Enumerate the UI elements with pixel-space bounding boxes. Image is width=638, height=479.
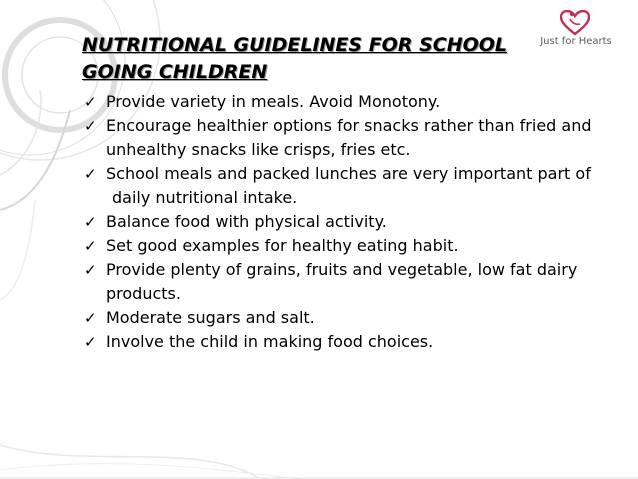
list-item <box>82 306 622 330</box>
list-item <box>82 330 622 354</box>
bullet-text: Balance food with physical activity. <box>106 212 387 231</box>
checkmark-icon: ✓ <box>84 117 97 135</box>
checkmark-icon: ✓ <box>84 213 97 231</box>
list-item <box>82 234 622 258</box>
checkmark-icon: ✓ <box>84 165 97 183</box>
list-item <box>82 162 622 186</box>
list-item <box>82 90 622 114</box>
list-item <box>82 210 622 234</box>
bullet-text: Provide plenty of grains, fruits and vegetable, low fat dairy products. <box>106 260 578 303</box>
checkmark-icon: ✓ <box>84 309 97 327</box>
list-item <box>82 114 622 162</box>
list-item <box>82 258 622 306</box>
slide-title <box>82 32 542 86</box>
checkmark-icon: ✓ <box>84 261 97 279</box>
heart-icon <box>560 10 590 36</box>
bullet-text: Moderate sugars and salt. <box>106 308 315 327</box>
bullet-list <box>82 90 622 354</box>
bullet-text: Involve the child in making food choices. <box>106 332 434 351</box>
bullet-text: Set good examples for healthy eating habit. <box>106 236 459 255</box>
bullet-text: Provide variety in meals. Avoid Monotony. <box>106 92 441 111</box>
title-line-1: NUTRITIONAL GUIDELINES FOR SCHOOL <box>82 34 508 56</box>
checkmark-icon: ✓ <box>84 93 97 111</box>
bullet-text: daily nutritional intake. <box>112 188 298 207</box>
bullet-text: School meals and packed lunches are very important part of <box>106 164 591 183</box>
checkmark-icon: ✓ <box>84 237 97 255</box>
bullet-text: Encourage healthier options for snacks rather than fried and unhealthy snacks like crisps, fries etc. <box>106 116 592 159</box>
checkmark-icon: ✓ <box>84 333 97 351</box>
title-line-2: GOING CHILDREN <box>82 61 268 83</box>
logo-text: Just for Hearts <box>540 36 612 47</box>
list-item-continuation <box>82 186 622 210</box>
